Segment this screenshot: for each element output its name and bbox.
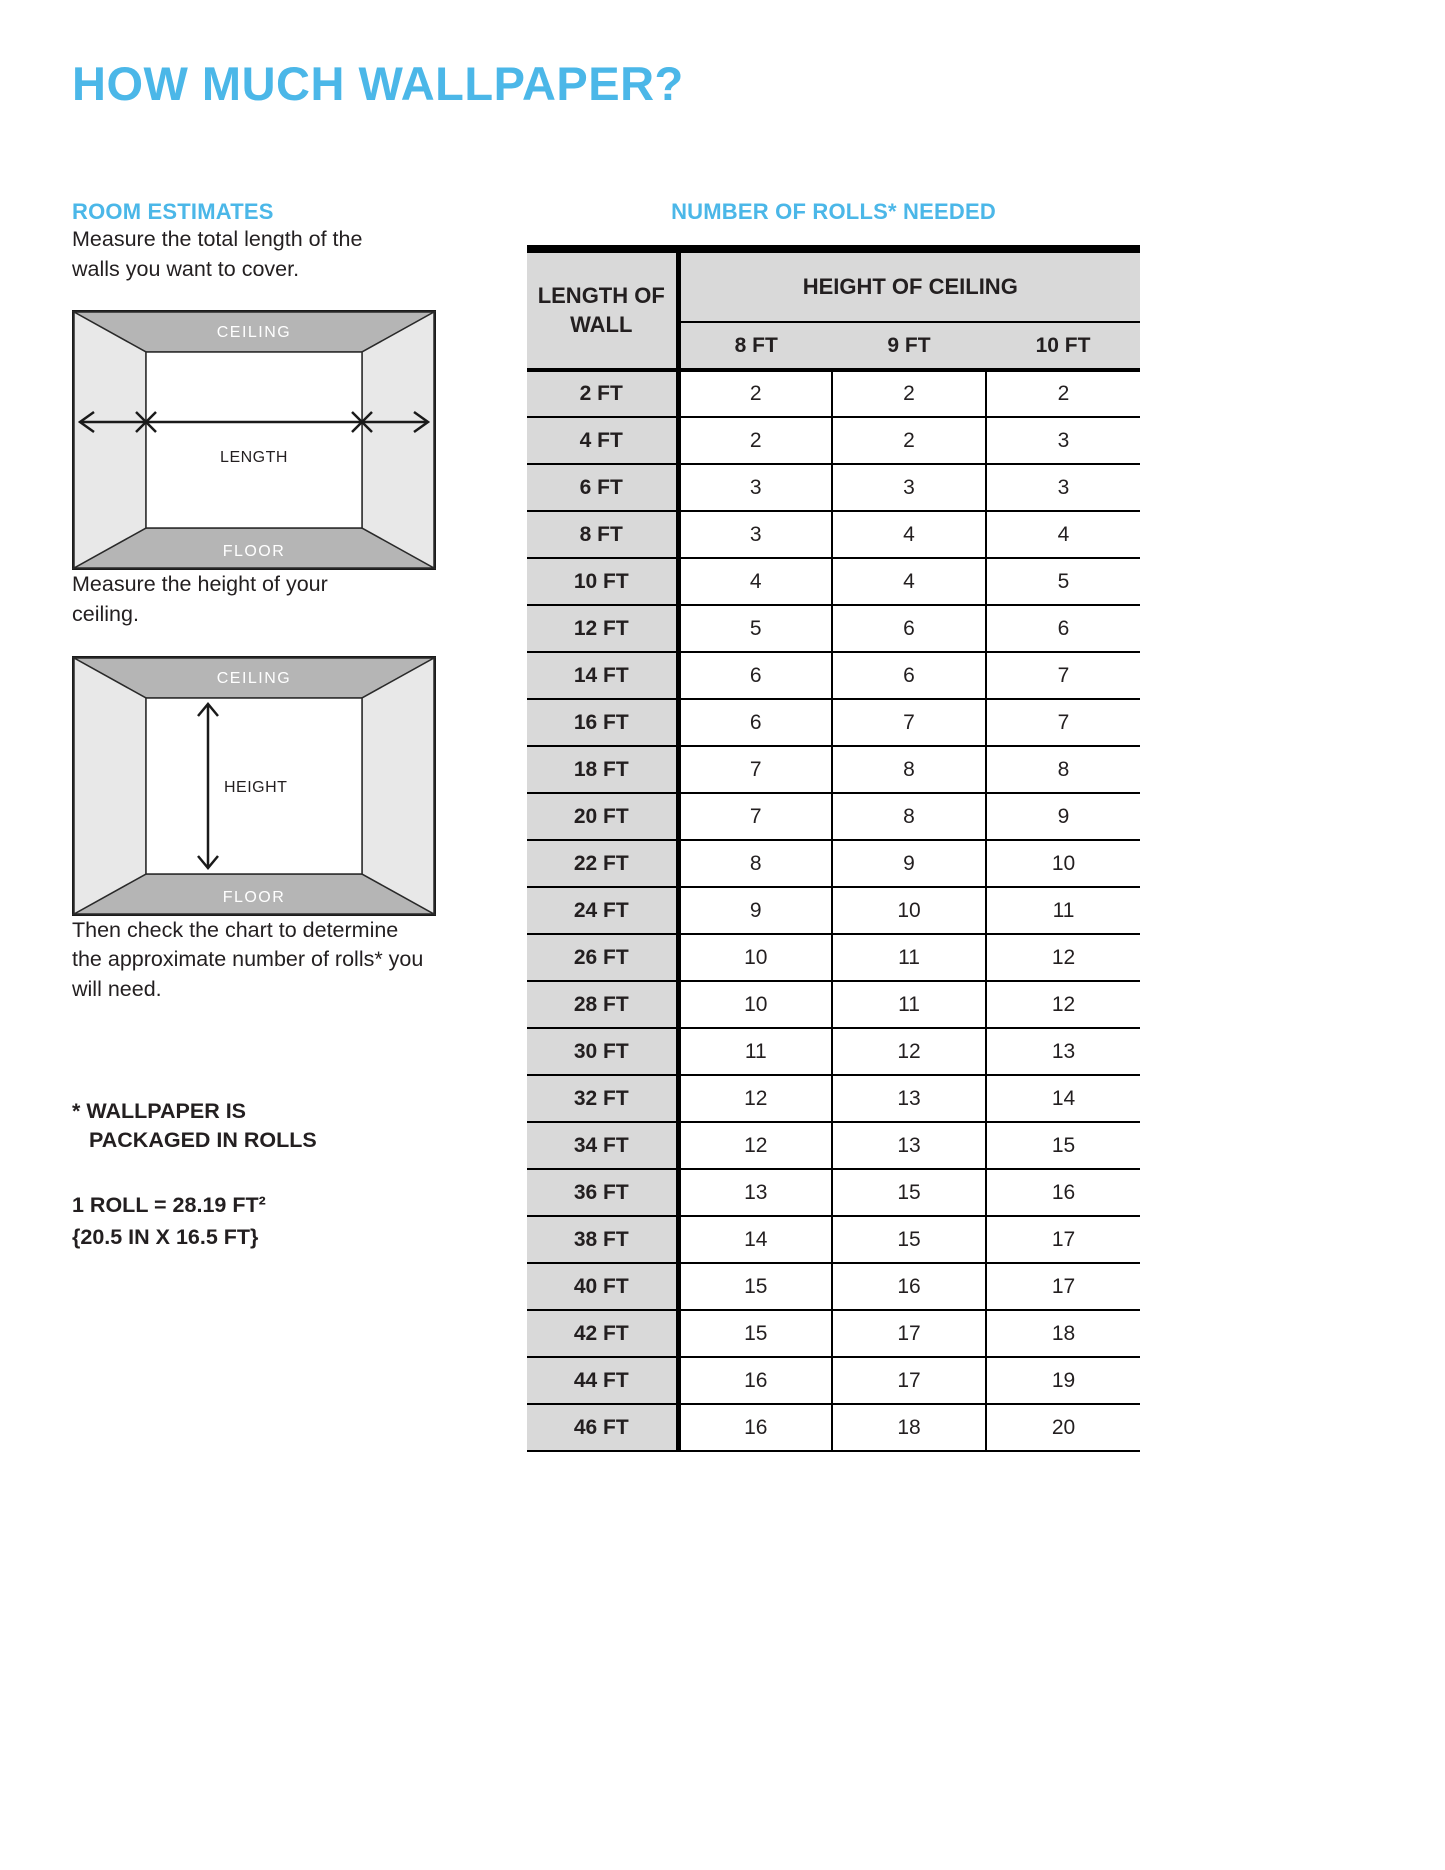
table-row (527, 793, 1140, 840)
roll-size-info (72, 1189, 435, 1254)
rolls-value-cell: 5 (678, 605, 832, 652)
rolls-value-cell: 8 (832, 746, 986, 793)
rolls-value-cell: 8 (986, 746, 1140, 793)
rolls-value-cell: 12 (678, 1122, 832, 1169)
rolls-value-cell: 6 (986, 605, 1140, 652)
rolls-value-cell: 10 (678, 981, 832, 1028)
rolls-value-cell: 16 (832, 1263, 986, 1310)
table-row (527, 1310, 1140, 1357)
room-estimates-heading: ROOM ESTIMATES (72, 199, 274, 224)
wall-length-cell: 14 FT (527, 652, 678, 699)
rolls-value-cell: 3 (986, 417, 1140, 464)
step1-text: Measure the total length of the walls you want to cover. (72, 227, 363, 281)
right-wall (362, 658, 434, 914)
rolls-value-cell: 18 (986, 1310, 1140, 1357)
rolls-value-cell: 6 (678, 652, 832, 699)
table-row (527, 1263, 1140, 1310)
left-wall (74, 312, 146, 568)
rolls-value-cell: 4 (832, 511, 986, 558)
rolls-value-cell: 3 (832, 464, 986, 511)
rolls-value-cell: 4 (832, 558, 986, 605)
rolls-value-cell: 8 (678, 840, 832, 887)
rolls-table-heading: NUMBER OF ROLLS* NEEDED (671, 199, 996, 224)
rolls-value-cell: 17 (832, 1310, 986, 1357)
rolls-value-cell: 4 (678, 558, 832, 605)
rolls-value-cell: 9 (678, 887, 832, 934)
rolls-value-cell: 14 (986, 1075, 1140, 1122)
rolls-value-cell: 15 (986, 1122, 1140, 1169)
wall-length-cell: 30 FT (527, 1028, 678, 1075)
table-row (527, 1216, 1140, 1263)
rolls-value-cell: 13 (678, 1169, 832, 1216)
rolls-value-cell: 10 (832, 887, 986, 934)
table-row (527, 558, 1140, 605)
ceiling-height-header: HEIGHT OF CEILING (678, 249, 1140, 322)
rolls-value-cell: 11 (986, 887, 1140, 934)
length-diagram (72, 310, 436, 570)
table-row (527, 1075, 1140, 1122)
rolls-value-cell: 13 (986, 1028, 1140, 1075)
rolls-value-cell: 16 (986, 1169, 1140, 1216)
rolls-value-cell: 10 (678, 934, 832, 981)
rolls-value-cell: 3 (986, 464, 1140, 511)
rolls-value-cell: 17 (986, 1263, 1140, 1310)
rolls-note-line2: PACKAGED IN ROLLS (89, 1127, 317, 1152)
room-estimates-section (72, 199, 435, 1275)
wall-length-cell: 44 FT (527, 1357, 678, 1404)
rolls-value-cell: 15 (832, 1169, 986, 1216)
wall-length-cell: 22 FT (527, 840, 678, 887)
rolls-value-cell: 3 (678, 511, 832, 558)
ceiling-8ft-header: 8 FT (678, 322, 832, 370)
rolls-table-body (527, 370, 1140, 1451)
rolls-value-cell: 17 (986, 1216, 1140, 1263)
rolls-value-cell: 5 (986, 558, 1140, 605)
rolls-value-cell: 2 (986, 370, 1140, 417)
rolls-value-cell: 15 (832, 1216, 986, 1263)
ceiling-label: CEILING (216, 324, 292, 342)
rolls-value-cell: 16 (678, 1404, 832, 1451)
rolls-value-cell: 11 (832, 981, 986, 1028)
wall-length-cell: 26 FT (527, 934, 678, 981)
rolls-value-cell: 20 (986, 1404, 1140, 1451)
table-row (527, 981, 1140, 1028)
wall-length-cell: 42 FT (527, 1310, 678, 1357)
table-row (527, 1122, 1140, 1169)
wall-length-cell: 20 FT (527, 793, 678, 840)
floor-label: FLOOR (222, 543, 286, 561)
rolls-value-cell: 9 (986, 793, 1140, 840)
table-row (527, 746, 1140, 793)
table-row (527, 652, 1140, 699)
rolls-note (72, 1097, 435, 1155)
wall-length-cell: 36 FT (527, 1169, 678, 1216)
table-row (527, 464, 1140, 511)
rolls-value-cell: 13 (832, 1075, 986, 1122)
right-wall (362, 312, 434, 568)
length-arrow-label: LENGTH (220, 449, 288, 467)
wall-length-cell: 38 FT (527, 1216, 678, 1263)
rolls-value-cell: 12 (986, 934, 1140, 981)
wall-length-cell: 32 FT (527, 1075, 678, 1122)
rolls-table (527, 245, 1140, 1452)
wall-length-cell: 28 FT (527, 981, 678, 1028)
rolls-value-cell: 7 (986, 652, 1140, 699)
rolls-value-cell: 2 (832, 417, 986, 464)
table-row (527, 370, 1140, 417)
rolls-value-cell: 2 (678, 417, 832, 464)
rolls-value-cell: 6 (832, 652, 986, 699)
rolls-value-cell: 2 (832, 370, 986, 417)
rolls-value-cell: 8 (832, 793, 986, 840)
left-wall (74, 658, 146, 914)
rolls-value-cell: 18 (832, 1404, 986, 1451)
height-arrow-label: HEIGHT (224, 778, 288, 796)
rolls-value-cell: 3 (678, 464, 832, 511)
rolls-value-cell: 9 (832, 840, 986, 887)
step2-text: Measure the height of your ceiling. (72, 572, 328, 626)
table-row (527, 1404, 1140, 1451)
wall-length-cell: 40 FT (527, 1263, 678, 1310)
wall-length-cell: 24 FT (527, 887, 678, 934)
rolls-value-cell: 16 (678, 1357, 832, 1404)
table-row (527, 699, 1140, 746)
ceiling-9ft-header: 9 FT (832, 322, 986, 370)
rolls-value-cell: 15 (678, 1263, 832, 1310)
table-row (527, 840, 1140, 887)
rolls-value-cell: 4 (986, 511, 1140, 558)
ceiling-10ft-header: 10 FT (986, 322, 1140, 370)
rolls-note-line1: * WALLPAPER IS (72, 1098, 247, 1123)
rolls-value-cell: 7 (986, 699, 1140, 746)
page-title: HOW MUCH WALLPAPER? (72, 57, 684, 110)
rolls-value-cell: 6 (832, 605, 986, 652)
rolls-value-cell: 14 (678, 1216, 832, 1263)
rolls-value-cell: 12 (986, 981, 1140, 1028)
rolls-value-cell: 7 (832, 699, 986, 746)
rolls-value-cell: 10 (986, 840, 1140, 887)
wall-length-header: LENGTH OF WALL (527, 249, 678, 370)
rolls-value-cell: 7 (678, 793, 832, 840)
ceiling-label: CEILING (216, 669, 292, 687)
rolls-table-header (527, 249, 1140, 370)
wall-length-cell: 46 FT (527, 1404, 678, 1451)
rolls-value-cell: 15 (678, 1310, 832, 1357)
wall-length-cell: 16 FT (527, 699, 678, 746)
table-row (527, 417, 1140, 464)
wall-length-cell: 10 FT (527, 558, 678, 605)
roll-dimensions: {20.5 IN X 16.5 FT} (72, 1224, 259, 1249)
table-row (527, 605, 1140, 652)
wall-length-cell: 4 FT (527, 417, 678, 464)
wall-length-cell: 34 FT (527, 1122, 678, 1169)
rolls-value-cell: 12 (832, 1028, 986, 1075)
roll-equation: 1 ROLL = 28.19 FT² (72, 1192, 266, 1217)
rolls-value-cell: 6 (678, 699, 832, 746)
height-diagram (72, 656, 436, 916)
table-row (527, 934, 1140, 981)
table-row (527, 1357, 1140, 1404)
back-wall (146, 352, 362, 528)
wall-length-cell: 12 FT (527, 605, 678, 652)
rolls-value-cell: 19 (986, 1357, 1140, 1404)
wall-length-cell: 6 FT (527, 464, 678, 511)
wall-length-cell: 2 FT (527, 370, 678, 417)
rolls-value-cell: 13 (832, 1122, 986, 1169)
step3-text: Then check the chart to determine the approximate number of rolls* you will need. (72, 917, 424, 1001)
table-row (527, 1169, 1140, 1216)
floor-label: FLOOR (222, 888, 286, 906)
rolls-value-cell: 12 (678, 1075, 832, 1122)
rolls-value-cell: 17 (832, 1357, 986, 1404)
content-columns (0, 199, 1445, 1452)
table-row (527, 1028, 1140, 1075)
rolls-value-cell: 11 (832, 934, 986, 981)
rolls-value-cell: 2 (678, 370, 832, 417)
rolls-needed-section (527, 199, 1140, 1452)
rolls-value-cell: 7 (678, 746, 832, 793)
table-row (527, 887, 1140, 934)
rolls-value-cell: 11 (678, 1028, 832, 1075)
wall-length-cell: 18 FT (527, 746, 678, 793)
table-row (527, 511, 1140, 558)
wall-length-cell: 8 FT (527, 511, 678, 558)
